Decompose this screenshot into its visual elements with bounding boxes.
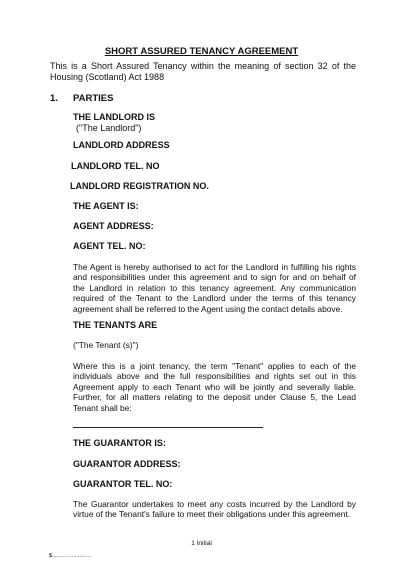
tenants-alias: ("The Tenant (s)") [73,340,139,350]
agent-label: THE AGENT IS: [73,201,139,211]
guarantor-tel-label: GUARANTOR TEL. NO: [73,479,173,489]
intro-paragraph: This is a Short Assured Tenancy within the meaning of section 32 of the Housing (Scotland) Act 1988 [50,61,356,82]
lead-tenant-signature-line [73,427,263,428]
landlord-address-label: LANDLORD ADDRESS [73,140,170,150]
landlord-label: THE LANDLORD IS [73,112,155,122]
agent-address-label: AGENT ADDRESS: [73,221,154,231]
landlord-alias: ("The Landlord") [76,123,142,133]
landlord-tel-label: LANDLORD TEL. NO [71,161,160,171]
guarantor-paragraph: The Guarantor undertakes to meet any costs incurred by the Landlord by virtue of the Tenant's failure to meet their obligations under this agreement. [73,499,356,520]
guarantor-address-label: GUARANTOR ADDRESS: [73,459,181,469]
document-title: SHORT ASSURED TENANCY AGREEMENT [104,46,299,57]
tenants-label: THE TENANTS ARE [73,320,158,330]
footer-page-initial: 1 Initial [191,540,212,547]
agent-authorisation-paragraph: The Agent is hereby authorised to act for the Landlord in fulfilling his rights and responsibilities under this agreement and to sign for and on behalf of the Landlord in relation to this tenancy agreement. Any communication required of the Tenant to the Landlord under the terms of this tenancy agreement shall be referred to the Agent using the contact details above. [73,262,356,314]
section-number: 1. [50,93,58,104]
guarantor-label: THE GUARANTOR IS: [73,438,166,448]
footer-signature-line: $.......................... [49,553,92,559]
tenants-paragraph: Where this is a joint tenancy, the term "Tenant" applies to each of the individuals above and the full responsibilities and rights set out in this Agreement apply to each Tenant who will be jointly and severally liable. Further, for all matters relating to the deposit under Clause 5, the Lead Tenant shall be: [73,361,356,413]
agent-tel-label: AGENT TEL. NO: [73,241,146,251]
landlord-registration-label: LANDLORD REGISTRATION NO. [70,181,209,191]
section-title: PARTIES [73,93,114,104]
